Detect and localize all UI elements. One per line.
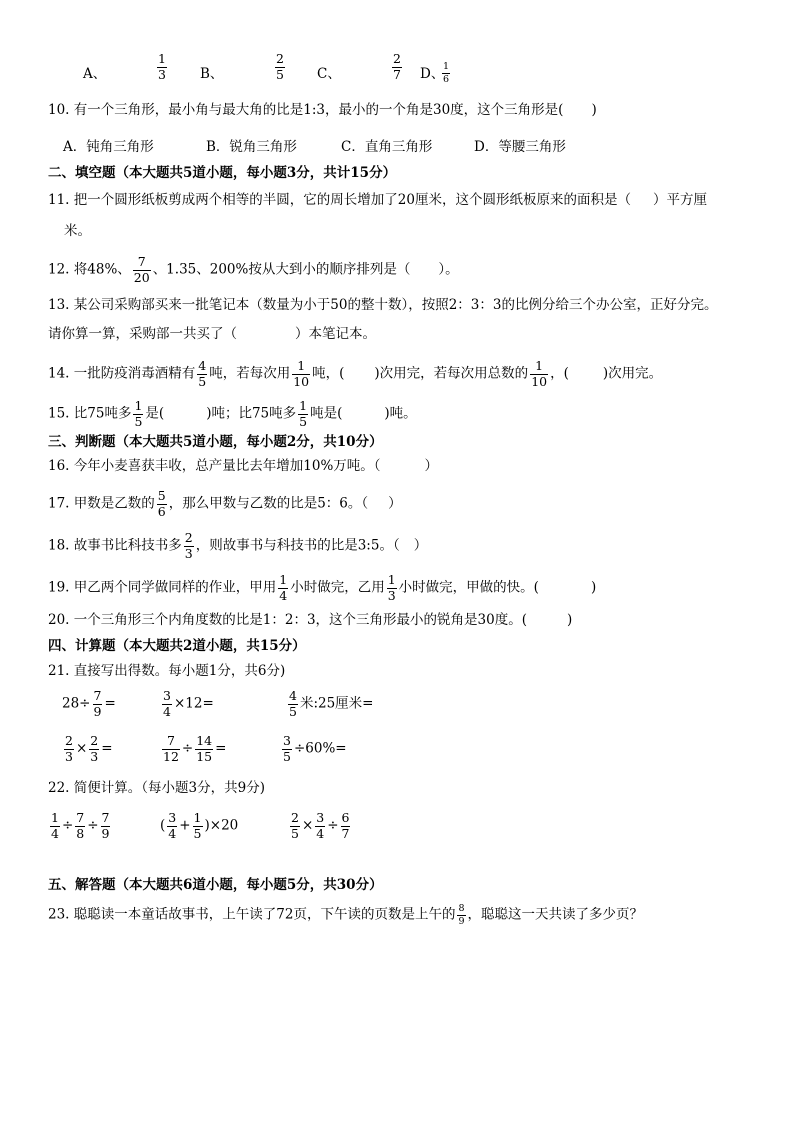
fraction: $\frac{3}{4}$: [163, 688, 171, 719]
question-16: 16. 今年小麦喜获丰收，总产量比去年增加10%万吨。（ ）: [48, 458, 439, 474]
question-14: 14. 一批防疫消毒酒精有 $\frac{4}{5}$ 吨，若每次用 $\frac{1}{10}$ 吨，( )次用完，若每次用总数的 $\frac{1}{10}$ ，( )次用完。: [48, 358, 663, 389]
fraction: $\frac{8}{9}$: [458, 903, 465, 927]
fraction: $\frac{7}{20}$: [133, 254, 150, 285]
question-22: 22. 简便计算。（每小题3分，共9分): [48, 780, 265, 796]
option-d-label: D、: [420, 66, 445, 82]
fraction: $\frac{1}{5}$: [299, 398, 308, 429]
fraction: $\frac{7}{12}$: [163, 733, 179, 764]
question-11: 11. 把一个圆形纸板剪成两个相等的半圆，它的周长增加了20厘米，这个圆形纸板原来的面积是（ ）平方厘: [48, 192, 707, 208]
question-10: 10. 有一个三角形，最小角与最大角的比是1:3，最小的一个角是30度，这个三角形是( ): [48, 102, 597, 118]
question-21: 21. 直接写出得数。每小题1分，共6分): [48, 663, 286, 679]
option-c: C．直角三角形: [341, 139, 433, 155]
calc-21-3: $\frac{4}{5}$ 米:25厘米=: [289, 688, 374, 719]
calc-21-1: 28÷ $\frac{7}{9}$ =: [62, 688, 116, 719]
option-b-fraction: $\frac{2}{5}$: [276, 51, 284, 82]
fraction: $\frac{4}{5}$: [198, 358, 207, 389]
fraction: $\frac{14}{15}$: [196, 733, 213, 764]
fraction: $\frac{7}{9}$: [101, 810, 110, 841]
option-b-label: B、: [200, 66, 224, 82]
question-12: 12. 将48%、 $\frac{7}{20}$ 、1.35、200%按从大到小的顺序排列是（ ）。: [48, 254, 459, 285]
option-c-fraction: $\frac{2}{7}$: [393, 51, 401, 82]
fraction: $\frac{1}{3}$: [387, 572, 396, 603]
fraction: $\frac{2}{3}$: [65, 733, 73, 764]
fraction: $\frac{2}{3}$: [90, 733, 99, 764]
fraction: $\frac{1}{4}$: [279, 572, 288, 603]
question-13: 13. 某公司采购部买来一批笔记本（数量为小于50的整十数），按照2：3：3的比例分给三个办公室，正好分完。: [48, 297, 718, 313]
option-d: D．等腰三角形: [474, 139, 566, 155]
question-15: 15. 比75吨多 $\frac{1}{5}$ 是( )吨；比75吨多 $\frac{1}{5}$ 吨是( )吨。: [48, 398, 417, 429]
question-23: 23. 聪聪读一本童话故事书，上午读了72页，下午读的页数是上午的 $\frac{8}{9}$ ，聪聪这一天共读了多少页？: [48, 903, 643, 927]
section-3-heading: 三、判断题（本大题共5道小题，每小题2分，共10分）: [48, 434, 383, 450]
calc-21-6: $\frac{3}{5}$ ÷60%=: [283, 733, 347, 764]
option-a: A．钝角三角形: [63, 139, 154, 155]
fraction: $\frac{6}{7}$: [341, 810, 350, 841]
option-d-fraction: $\frac{1}{6}$: [443, 61, 450, 85]
fraction: $\frac{5}{6}$: [157, 488, 166, 519]
option-c-label: C、: [317, 66, 341, 82]
option-b: B．锐角三角形: [206, 139, 297, 155]
fraction: $\frac{2}{3}$: [184, 530, 193, 561]
question-20: 20. 一个三角形三个内角度数的比是1：2：3，这个三角形最小的锐角是30度。( ): [48, 612, 573, 628]
fraction: $\frac{3}{5}$: [283, 733, 291, 764]
fraction: $\frac{1}{10}$: [531, 358, 548, 389]
fraction: $\frac{1}{5}$: [193, 810, 202, 841]
section-5-heading: 五、解答题（本大题共6道小题，每小题5分，共30分）: [48, 877, 383, 893]
calc-21-2: $\frac{3}{4}$ ×12=: [163, 688, 214, 719]
question-11-cont: 米。: [64, 223, 91, 239]
question-19: 19. 甲乙两个同学做同样的作业，甲用 $\frac{1}{4}$ 小时做完，乙用 $\frac{1}{3}$ 小时做完，甲做的快。( ): [48, 572, 597, 603]
calc-22-3: $\frac{2}{5}$ × $\frac{3}{4}$ ÷ $\frac{6}{7}$: [291, 810, 350, 841]
fraction: $\frac{3}{4}$: [316, 810, 325, 841]
fraction: $\frac{1}{4}$: [51, 810, 59, 841]
calc-22-2: ( $\frac{3}{4}$ + $\frac{1}{5}$ )×20: [160, 810, 239, 841]
q9-options: [0, 51, 794, 92]
fraction: $\frac{1}{5}$: [134, 398, 143, 429]
calc-21-5: $\frac{7}{12}$ ÷ $\frac{14}{15}$ =: [163, 733, 227, 764]
fraction: $\frac{3}{4}$: [168, 810, 177, 841]
fraction: $\frac{4}{5}$: [289, 688, 297, 719]
calc-21-4: $\frac{2}{3}$ × $\frac{2}{3}$ =: [65, 733, 113, 764]
option-a-fraction: $\frac{1}{3}$: [158, 51, 166, 82]
fraction: $\frac{7}{9}$: [93, 688, 102, 719]
option-a-label: A、: [83, 66, 107, 82]
section-4-heading: 四、计算题（本大题共2道小题，共15分）: [48, 638, 306, 654]
question-13-cont: 请你算一算，采购部一共买了（ ）本笔记本。: [48, 326, 376, 342]
section-2-heading: 二、填空题（本大题共5道小题，每小题3分，共计15分）: [48, 165, 397, 181]
fraction: $\frac{2}{5}$: [291, 810, 299, 841]
fraction: $\frac{1}{10}$: [293, 358, 310, 389]
question-17: 17. 甲数是乙数的 $\frac{5}{6}$ ，那么甲数与乙数的比是5：6。（ ）: [48, 488, 402, 519]
fraction: $\frac{7}{8}$: [76, 810, 85, 841]
calc-22-1: $\frac{1}{4}$ ÷ $\frac{7}{8}$ ÷ $\frac{7}{9}$: [51, 810, 110, 841]
question-18: 18. 故事书比科技书多 $\frac{2}{3}$ ，则故事书与科技书的比是3:5。（ ）: [48, 530, 428, 561]
